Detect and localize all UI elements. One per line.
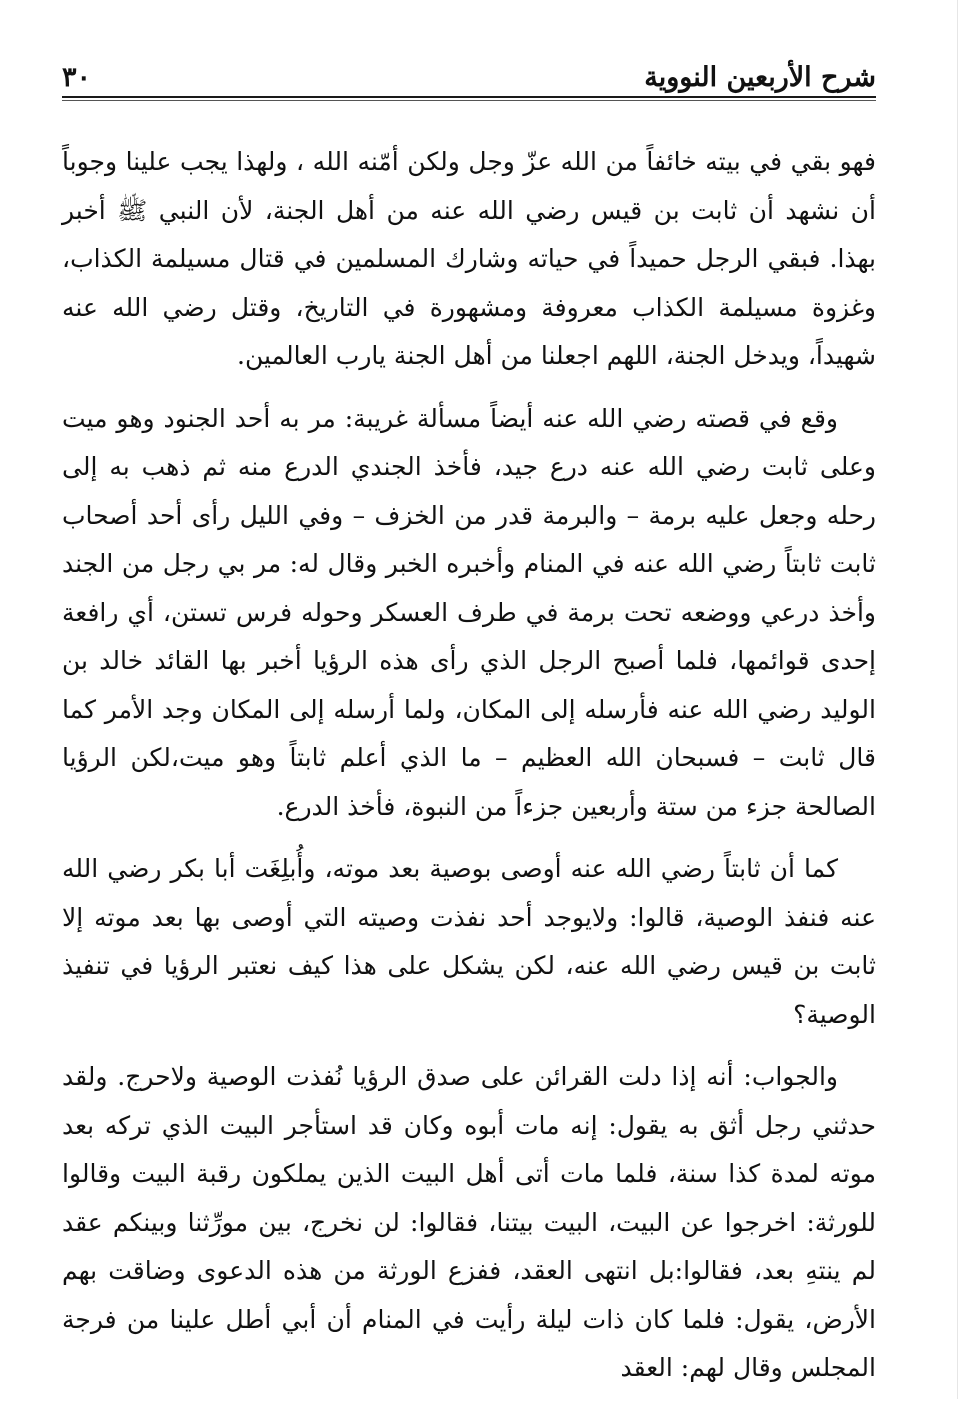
header-divider [62,96,876,101]
paragraph-2: وقع في قصته رضي الله عنه أيضاً مسألة غريبة: مر به أحد الجنود وهو ميت وعلى ثابت رضي الله عنه درع جيد، فأخذ الجندي الدرع منه ثم ذهب به إلى رحله وجعل عليه برمة – والبرمة قدر من الخزف – وفي الليل رأى أحد أصحاب ثابت ثابتاً رضي الله عنه في المنام وأخبره الخبر وقال له: مر بي رجل من الجند وأخذ درعي ووضعه تحت برمة في طرف العسكر وحوله فرس تستن، أي رافعة إحدى قوائمها، فلما أصبح الرجل الذي رأى هذه الرؤيا أخبر بها القائد خالد بن الوليد رضي الله عنه فأرسله إلى المكان، ولما أرسله إلى المكان وجد الأمر كما قال ثابت – فسبحان الله العظيم – ما الذي أعلم ثابتاً وهو ميت،لكن الرؤيا الصالحة جزء من ستة وأربعين جزءاً من النبوة، فأخذ الدرع. [62,403,876,821]
book-title: شرح الأربعين النووية [644,62,876,93]
page-number: ٣٠ [62,62,92,93]
paragraph-3: كما أن ثابتاً رضي الله عنه أوصى بوصية بعد موته، وأُبلِغَت أبا بكر رضي الله عنه فنفذ الوصية، قالوا: ولايوجد أحد نفذت وصيته التي أوصى بها بعد موته إلا ثابت بن قيس رضي الله عنه، لكن يشكل على هذا كيف نعتبر الرؤيا في تنفيذ الوصية؟ [62,854,876,1029]
page-edge-line [957,0,958,1399]
running-header [62,52,876,96]
paragraph-4: والجواب: أنه إذا دلت القرائن على صدق الرؤيا نُفذت الوصية ولاحرج. ولقد حدثني رجل أثق به يقول: إنه مات أبوه وكان قد استأجر البيت الذي تركه بعد موته لمدة كذا سنة، فلما مات أتى أهل البيت الذين يملكون رقبة البيت وقالوا للورثة: اخرجوا عن البيت، البيت بيتنا، فقالوا: لن نخرج، بين مورِّثنا وبينكم عقد لم ينتهِ بعد، فقالوا:بل انتهى العقد، ففزع الورثة من هذه الدعوى وضاقت بهم الأرض، يقول: فلما كان ذات ليلة رأيت في المنام أن أبي أطل علينا من فرجة المجلس وقال لهم: العقد [62,1062,876,1382]
paragraph-1: فهو بقي في بيته خائفاً من الله عزّ وجل ولكن أمّنه الله ، ولهذا يجب علينا وجوباً أن نشهد أن ثابت بن قيس رضي الله عنه من أهل الجنة، لأن النبي ﷺ أخبر بهذا. فبقي الرجل حميداً في حياته وشارك المسلمين في قتال مسيلمة الكذاب، وغزوة مسيلمة الكذاب معروفة ومشهورة في التاريخ، وقتل رضي الله عنه شهيداً، ويدخل الجنة، اللهم اجعلنا من أهل الجنة يارب العالمين. [62,147,876,370]
body-text [62,138,876,1407]
